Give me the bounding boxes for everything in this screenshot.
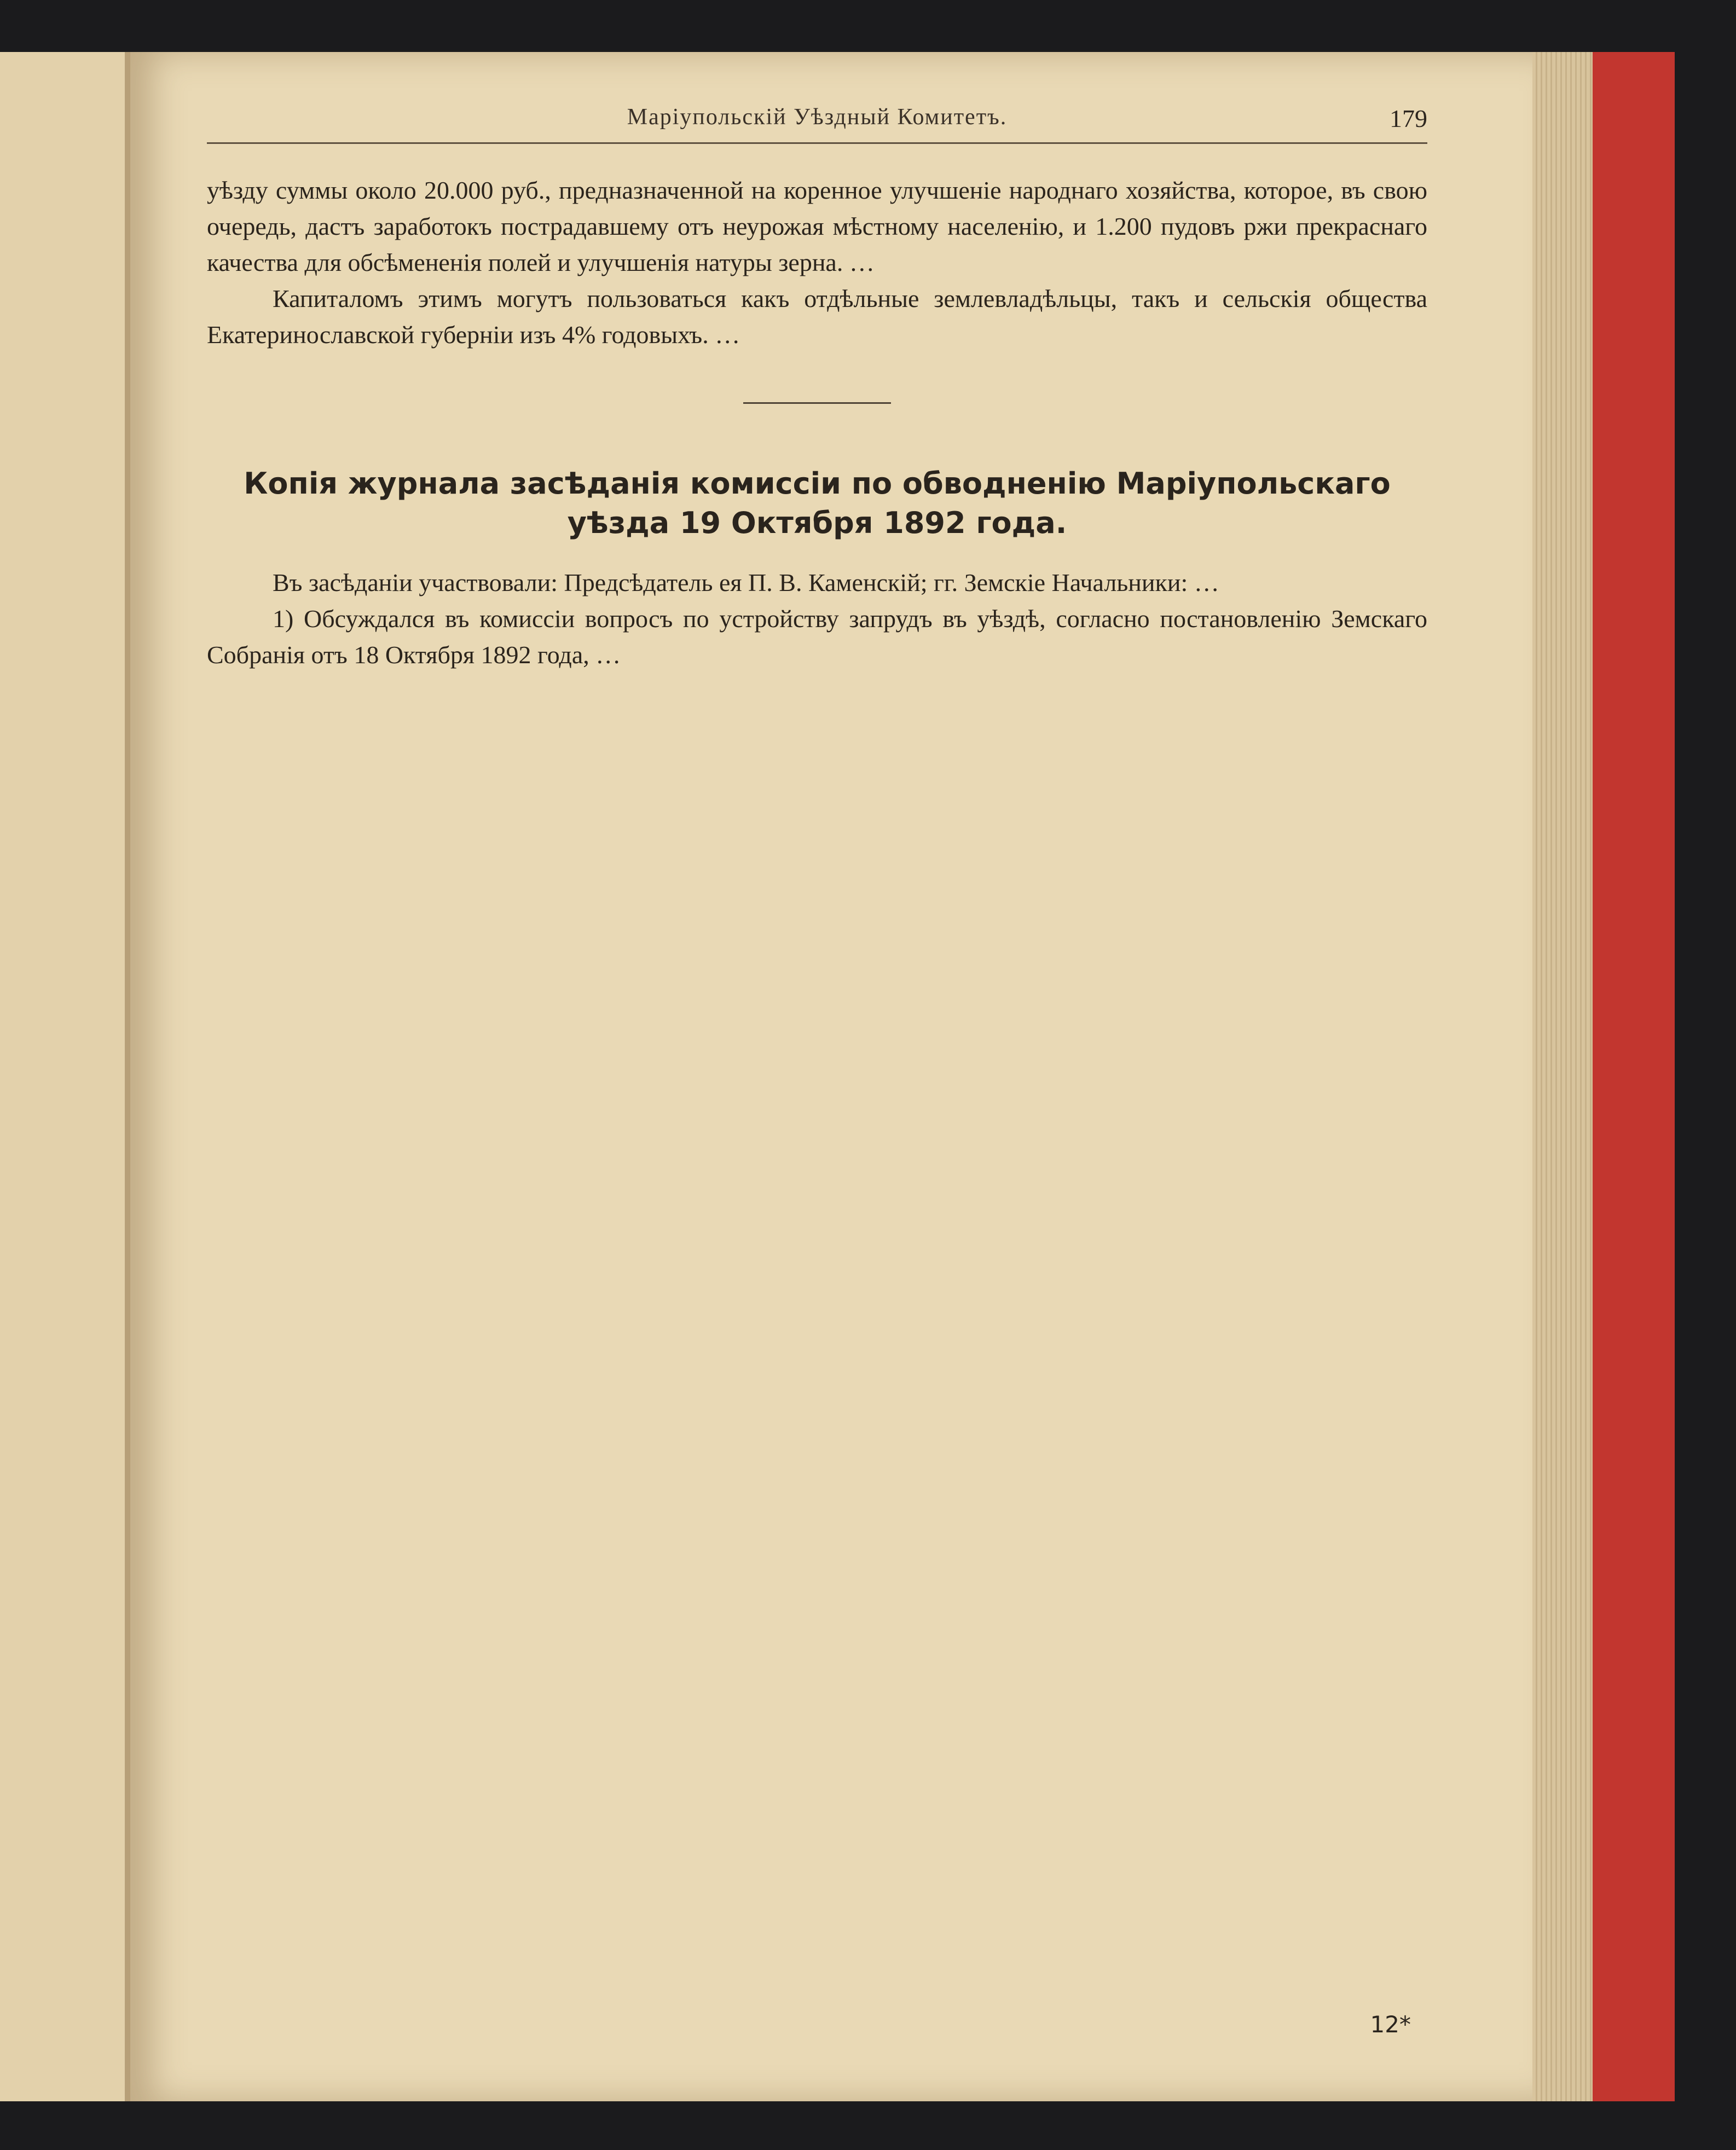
paragraph-3: Въ засѣданіи участвовали: Предсѣдатель ея П. В. Каменскій; гг. Земскіе Начальники: …	[273, 569, 1219, 596]
page-number: 179	[1390, 105, 1427, 132]
paragraph-2: Капиталомъ этимъ могутъ пользоваться какъ отдѣльные землевладѣльцы, такъ и сельскія общества Екатеринославской губерніи изъ 4% годовыхъ. …	[207, 285, 1427, 349]
section-heading: Копія журнала засѣданія комиссіи по обводненію Маріупольскаго уѣзда 19 Октября 1892 года.	[244, 466, 1391, 540]
running-title: Маріупольскій Уѣздный Комитетъ.	[627, 105, 1008, 130]
paragraph-1: уѣзду суммы около 20.000 руб., предназначенной на коренное улучшеніе народнаго хозяйства, которое, въ свою очередь, дастъ заработокъ пострадавшему отъ неурожая мѣстному населенію, и 1.200 пудовъ ржи прекраснаго качества для обсѣмененія полей и улучшенія натуры зерна. …	[207, 176, 1427, 276]
book-cover	[1593, 52, 1675, 2101]
body-text	[207, 172, 1427, 673]
page	[130, 52, 1537, 2101]
paragraph-4: 1) Обсуждался въ комиссіи вопросъ по устройству запрудъ въ уѣздѣ, согласно постановленію Земскаго Собранія отъ 18 Октября 1892 года, …	[207, 605, 1427, 669]
left-page-edge	[0, 52, 130, 2101]
page-edges	[1532, 52, 1593, 2101]
page-header	[207, 104, 1427, 144]
section-divider	[743, 402, 891, 404]
signature-mark: 12*	[1370, 2011, 1411, 2038]
book-spread	[0, 52, 1675, 2101]
